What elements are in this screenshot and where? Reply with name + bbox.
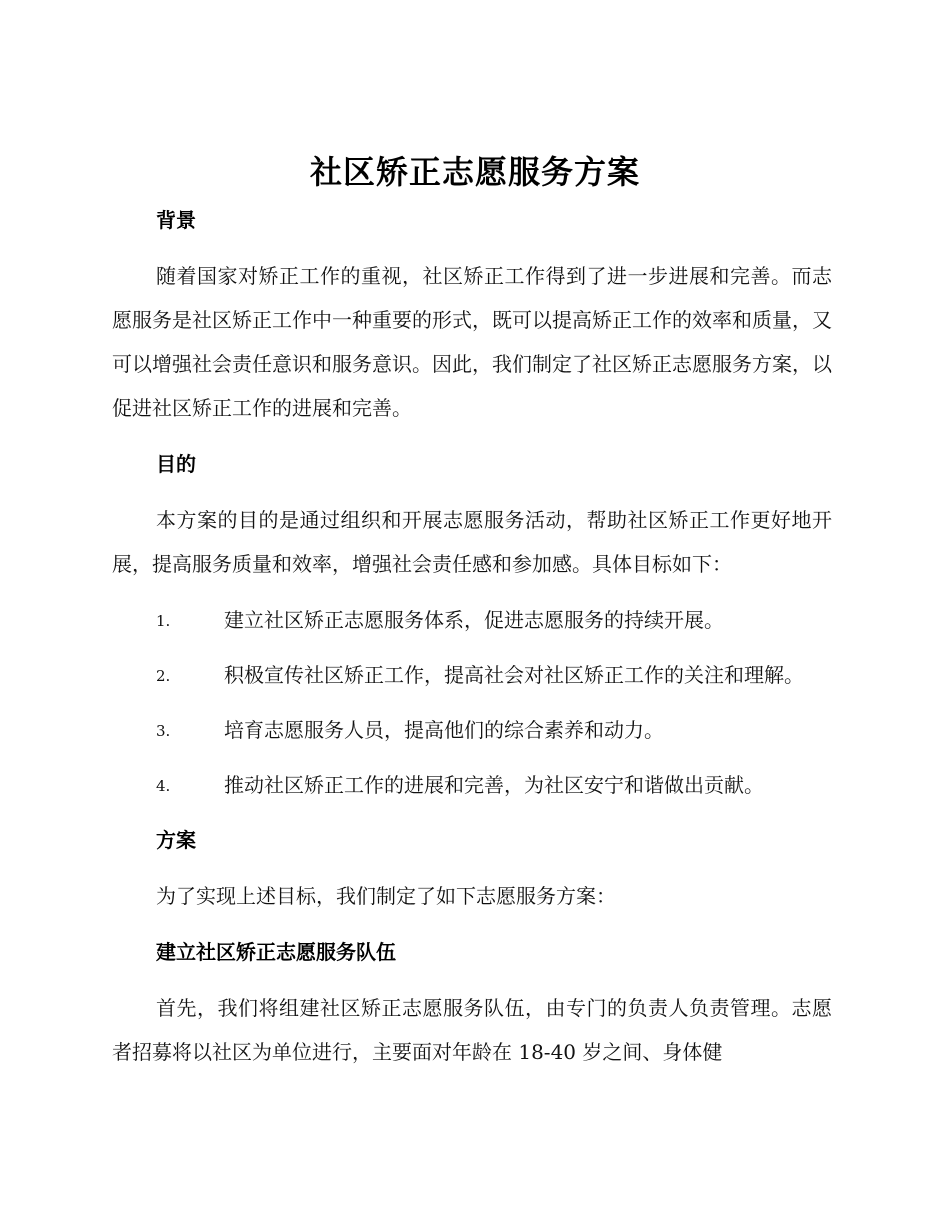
- list-item-number: 2.: [156, 667, 171, 685]
- plan-paragraph: 为了实现上述目标，我们制定了如下志愿服务方案：: [156, 884, 616, 908]
- list-item-number: 4.: [156, 777, 171, 795]
- list-item-text: 建立社区矫正志愿服务体系，促进志愿服务的持续开展。: [224, 608, 724, 632]
- list-item: [112, 598, 832, 643]
- purpose-paragraph: 本方案的目的是通过组织和开展志愿服务活动，帮助社区矫正工作更好地开展，提高服务质量和效率，增强社会责任感和参加感。具体目标如下：: [112, 508, 832, 576]
- document-body: [112, 198, 832, 1086]
- section-heading-team: 建立社区矫正志愿服务队伍: [156, 940, 396, 964]
- list-item: [112, 653, 832, 698]
- list-item-number: 1.: [156, 612, 171, 630]
- section-heading-plan: 方案: [156, 828, 196, 852]
- list-item-text: 积极宣传社区矫正工作，提高社会对社区矫正工作的关注和理解。: [224, 663, 804, 687]
- list-item-number: 3.: [156, 722, 171, 740]
- list-item: [112, 763, 832, 808]
- list-item-text: 推动社区矫正工作的进展和完善，为社区安宁和谐做出贡献。: [224, 773, 764, 797]
- team-paragraph: 首先，我们将组建社区矫正志愿服务队伍，由专门的负责人负责管理。志愿者招募将以社区为单位进行，主要面对年龄在 18-40 岁之间、身体健: [112, 996, 832, 1064]
- document-title: 社区矫正志愿服务方案: [309, 153, 640, 191]
- list-item-text: 培育志愿服务人员，提高他们的综合素养和动力。: [224, 718, 664, 742]
- list-item: [112, 708, 832, 753]
- background-paragraph: 随着国家对矫正工作的重视，社区矫正工作得到了进一步进展和完善。而志愿服务是社区矫正工作中一种重要的形式，既可以提高矫正工作的效率和质量，又可以增强社会责任意识和服务意识。因此，我们制定了社区矫正志愿服务方案，以促进社区矫正工作的进展和完善。: [112, 264, 832, 420]
- section-heading-background: 背景: [156, 208, 196, 232]
- section-heading-purpose: 目的: [156, 452, 196, 476]
